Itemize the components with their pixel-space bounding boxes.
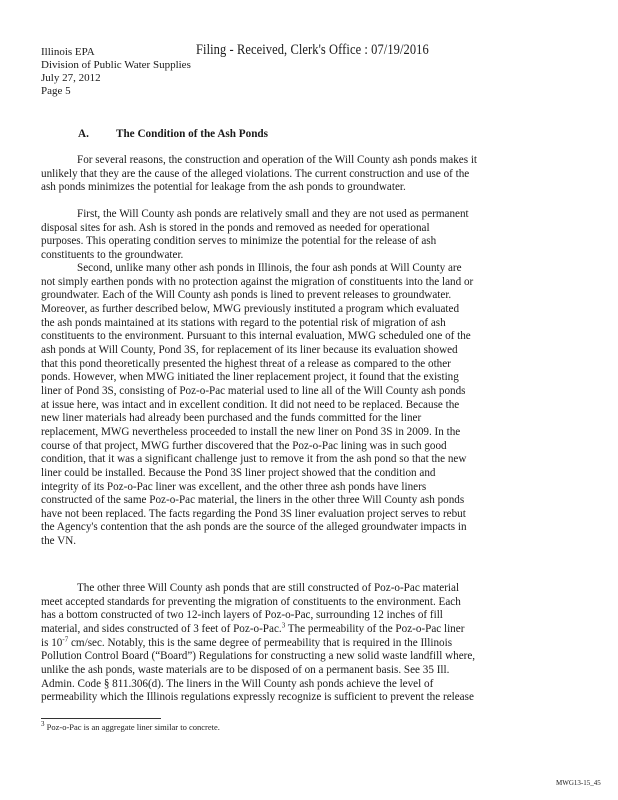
section-number: A. (78, 128, 89, 140)
text-line: liner of Pond 3S, consisting of Poz-o-Pac material used to line all of the Will County ash ponds (41, 384, 466, 397)
section-title: The Condition of the Ash Ponds (116, 128, 269, 140)
text-segment: material, and sides constructed of 3 feet of Poz-o-Pac. (41, 622, 282, 635)
text-line: meet accepted standards for preventing the migration of constituents to the environment. Each (41, 595, 461, 608)
paragraph-intro (41, 154, 548, 195)
text-line: the ash ponds maintained at its stations with regard to the potential risk of migration of ash (41, 316, 446, 329)
text-line: Second, unlike many other ash ponds in Illinois, the four ash ponds at Will County are (77, 262, 462, 274)
exponent: -7 (62, 634, 69, 643)
text-line: integrity of its Poz-o-Pac liner was excellent, and the other three ash ponds have liners (41, 480, 427, 493)
text-line: ash ponds minimizes the potential for leakage from the ash ponds to groundwater. (41, 181, 406, 194)
text-line: unlikely that they are the cause of the alleged violations. The current construction and use of the (41, 167, 470, 180)
paragraph-first-reason (41, 208, 548, 263)
text-line: constituents to the groundwater. (41, 248, 184, 261)
text-line: have not been replaced. The facts regarding the Pond 3S liner evaluation project serves to rebut (41, 507, 466, 520)
text-segment: cm/sec. Notably, this is the same degree of permeability that is required in the Illinois (68, 636, 453, 649)
header-division: Division of Public Water Supplies (41, 59, 191, 71)
header-date: July 27, 2012 (41, 72, 101, 84)
text-line: First, the Will County ash ponds are relatively small and they are not used as permanent (77, 208, 469, 220)
text-line: the VN. (41, 535, 77, 548)
text-line: ash ponds at Will County, Pond 3S, for replacement of its liner because its evaluation showed (41, 343, 458, 356)
text-line: Pollution Control Board (“Board”) Regulations for constructing a new solid waste landfill where, (41, 650, 476, 663)
footnote-mark: 3 (41, 720, 45, 729)
text-line: replacement, MWG nevertheless proceeded to install the new liner on Pond 3S in 2009. In the (41, 425, 461, 438)
filing-stamp: Filing - Received, Clerk's Office : 07/19/2016 (196, 42, 429, 58)
text-line: The other three Will County ash ponds that are still constructed of Poz-o-Pac material (77, 582, 460, 594)
footnote (41, 722, 220, 732)
paragraph-second-reason (41, 262, 548, 549)
text-line: Moreover, as further described below, MWG previously instituted a program which evaluated (41, 302, 460, 315)
footnote-divider (41, 718, 161, 719)
text-line: unlike the ash ponds, waste materials are to be disposed of on a permanent basis. See 35 Ill. (41, 663, 450, 676)
text-line: purposes. This operating condition serves to minimize the potential for the release of ash (41, 235, 437, 248)
text-line (41, 623, 548, 637)
text-line: constituents to the environment. Pursuant to this internal evaluation, MWG scheduled one of the (41, 330, 471, 343)
text-line: the Agency's contention that the ash ponds are the source of the alleged groundwater impacts in (41, 521, 467, 534)
text-line: not simply earthen ponds with no protection against the migration of constituents into the land or (41, 275, 474, 288)
text-segment: The permeability of the Poz-o-Pac liner (285, 622, 465, 635)
header-agency: Illinois EPA (41, 46, 95, 58)
text-line: course of that project, MWG further discovered that the Poz-o-Pac lining was in such good (41, 439, 447, 452)
text-line: groundwater. Each of the Will County ash ponds is lined to prevent releases to groundwater. (41, 289, 452, 302)
text-line: liner could be installed. Because the Pond 3S liner project showed that the condition and (41, 466, 436, 479)
text-line: ponds. However, when MWG initiated the liner replacement project, it found that the existing (41, 371, 459, 384)
paragraph-other-ponds (41, 582, 548, 705)
footnote-reference: 3 (281, 621, 286, 630)
letter-header (41, 46, 191, 98)
bates-number: MWG13-15_45 (556, 779, 601, 787)
text-line (41, 634, 548, 651)
header-page: Page 5 (41, 85, 71, 97)
text-segment: is 10 (41, 636, 63, 649)
text-line: has a bottom constructed of two 12-inch layers of Poz-o-Pac, surrounding 12 inches of fill (41, 609, 443, 622)
text-line: For several reasons, the construction and operation of the Will County ash ponds makes it (77, 154, 478, 166)
section-heading (78, 128, 268, 140)
text-line: at issue here, was intact and in excellent condition. It did not need to be replaced. Because the (41, 398, 460, 411)
footnote-text: Poz-o-Pac is an aggregate liner similar to concrete. (44, 722, 220, 732)
text-line: new liner materials had already been purchased and the funds committed for the liner (41, 412, 422, 425)
text-line: that this pond theoretically presented the highest threat of a release as compared to the other (41, 357, 451, 370)
text-line: constructed of the same Poz-o-Pac material, the liners in the other three Will County ash ponds (41, 494, 465, 507)
text-line: Admin. Code § 811.306(d). The liners in the Will County ash ponds achieve the level of (41, 677, 434, 690)
text-line: condition, that it was a significant challenge just to remove it from the ash pond so that the new (41, 453, 467, 466)
text-line: disposal sites for ash. Ash is stored in the ponds and removed as needed for operational (41, 221, 430, 234)
text-line: permeability which the Illinois regulations expressly recognize is sufficient to prevent the release (41, 691, 474, 704)
